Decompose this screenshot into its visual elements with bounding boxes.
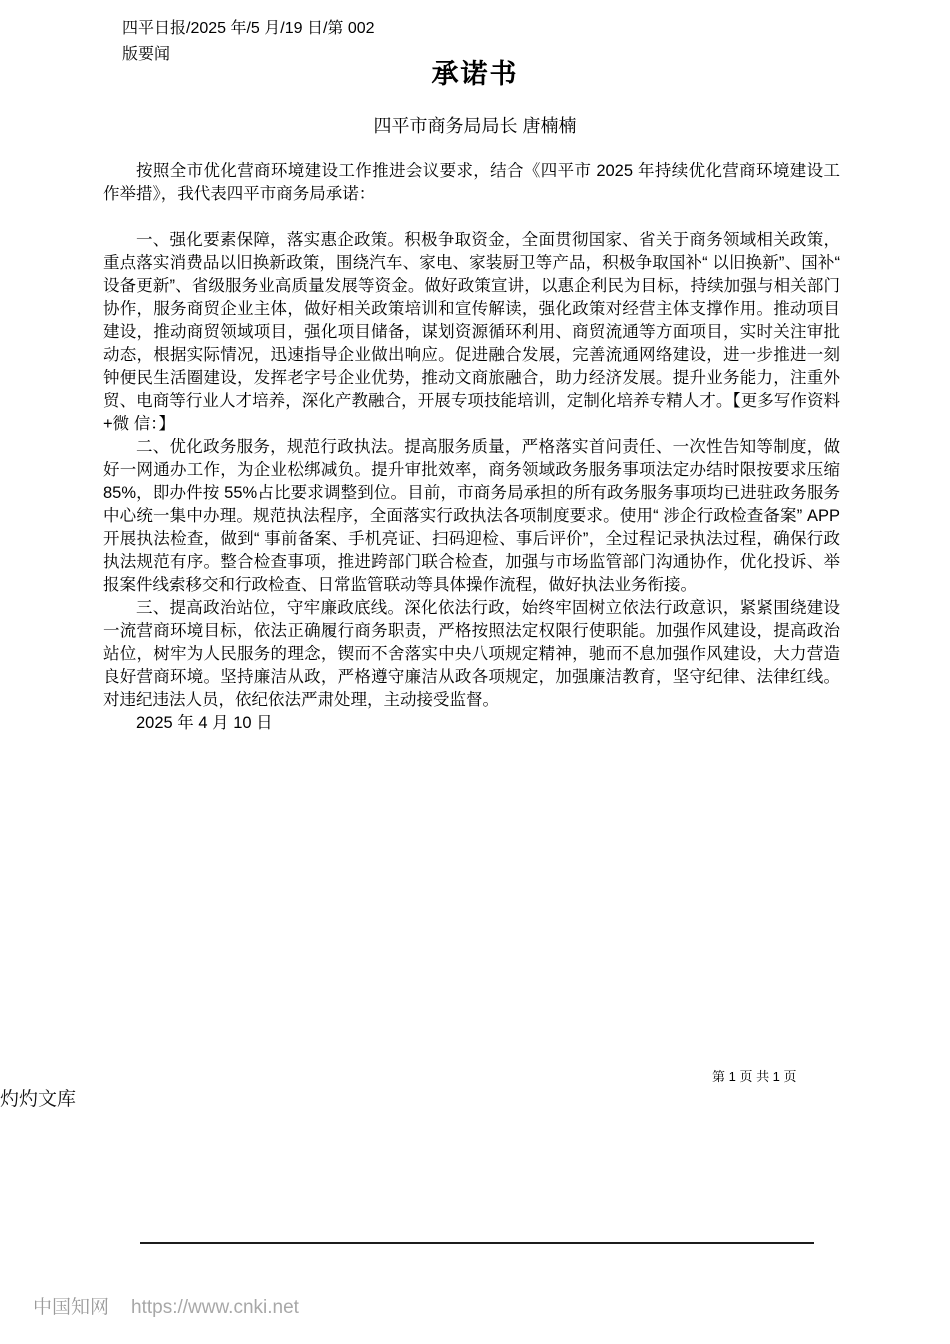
cnki-footer [33, 1292, 299, 1319]
author-byline: 四平市商务局局长 唐楠楠 [373, 116, 577, 136]
cnki-url-link[interactable]: https://www.cnki.net [131, 1297, 299, 1318]
date-line: 2025 年 4 月 10 日 [136, 714, 273, 732]
paragraph-section-1: 一、强化要素保障，落实惠企政策。积极争取资金，全面贯彻国家、省关于商务领域相关政策，重点落实消费品以旧换新政策，围绕汽车、家电、家装厨卫等产品，积极争取国补“ 以旧换新”、国补“ 设备更新”、省级服务业高质量发展等资金。做好政策宣讲，以惠企利民为目标，持续加强与相关部门协作，服务商贸企业主体，做好相关政策培训和宣传解读，强化政策对经营主体支撑作用。推动项目建设，推动商贸领域项目，强化项目储备，谋划资源循环利用、商贸流通等方面项目，实时关注审批动态，根据实际情况，迅速指导企业做出响应。促进融合发展，完善流通网络建设，进一步推进一刻钟便民生活圈建设，发挥老字号企业优势，推动文商旅融合，助力经济发展。提升业务能力，注重外贸、电商等行业人才培养，深化产教融合，开展专项技能培训，定制化培养专精人才。【更多写作资料+微 信：】 [103, 231, 840, 433]
source-citation-line-1: 四平日报/2025 年/5 月/19 日/第 002 [122, 20, 375, 37]
cnki-brand-text: 中国知网 [33, 1297, 110, 1318]
paragraph-section-3: 三、提高政治站位，守牢廉政底线。深化依法行政，始终牢固树立依法行政意识，紧紧围绕建设一流营商环境目标，依法正确履行商务职责，严格按照法定权限行使职能。加强作风建设，提高政治站位，树牢为人民服务的理念，锲而不舍落实中央八项规定精神，驰而不息加强作风建设，大力营造良好营商环境。坚持廉洁从政，严格遵守廉洁从政各项规定，加强廉洁教育，坚守纪律、法律红线。对违纪违法人员，依纪依法严肃处理，主动接受监督。 [103, 599, 840, 709]
paragraph-section-2: 二、优化政务服务，规范行政执法。提高服务质量，严格落实首问责任、一次性告知等制度，做好一网通办工作，为企业松绑减负。提升审批效率，商务领域政务服务事项法定办结时限按要求压缩 85%，即办件按 55%占比要求调整到位。目前，市商务局承担的所有政务服务事项均已进驻政务服务中心统一集中办理。规范执法程序，全面落实行政执法各项制度要求。使用“ 涉企行政检查备案” APP 开展执法检查，做到“ 事前备案、手机亮证、扫码迎检、事后评价”，全过程记录执法过程，确保行政执法规范有序。整合检查事项，推进跨部门联合检查，加强与市场监管部门沟通协作，优化投诉、举报案件线索移交和行政检查、日常监管联动等具体操作流程，做好执法业务衔接。 [103, 438, 840, 594]
watermark-text: 灼灼文库 [0, 1089, 77, 1110]
footer-divider [140, 1242, 814, 1244]
page-number: 第 1 页 共 1 页 [712, 1069, 797, 1084]
document-body [103, 160, 840, 735]
paragraph-intro: 按照全市优化营商环境建设工作推进会议要求，结合《四平市 2025 年持续优化营商环境建设工作举措》，我代表四平市商务局承诺： [103, 162, 840, 203]
document-title: 承诺书 [431, 59, 519, 89]
source-citation-line-2: 版要闻 [122, 46, 171, 63]
